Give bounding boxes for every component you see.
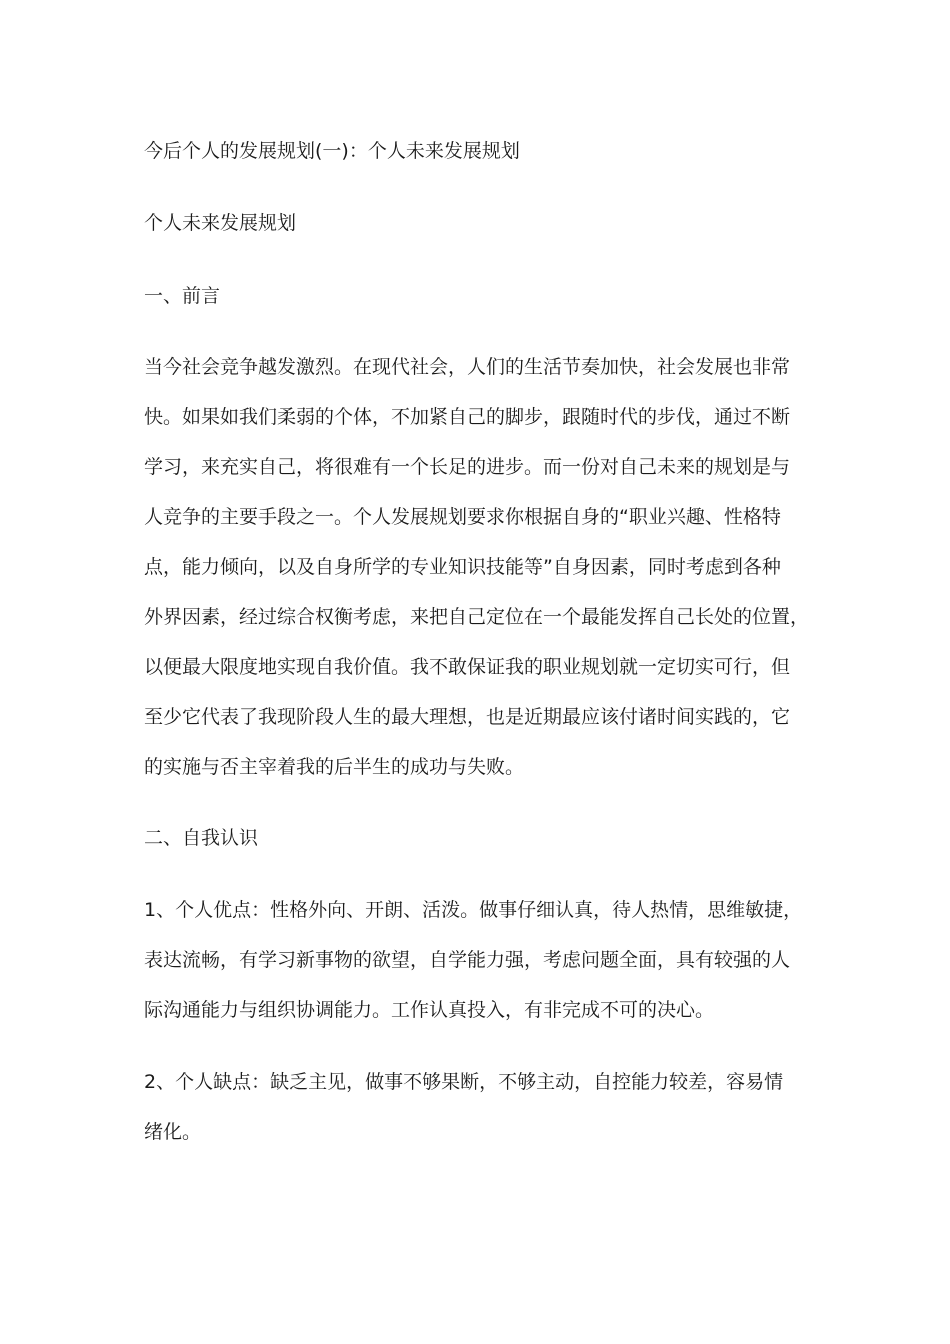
section-heading-self-awareness: 二、自我认识 <box>144 827 259 849</box>
paragraph-line: 快。如果如我们柔弱的个体，不加紧自己的脚步，跟随时代的步伐，通过不断 <box>144 406 791 428</box>
paragraph-line: 1、个人优点：性格外向、开朗、活泼。做事仔细认真，待人热情，思维敏捷， <box>144 899 803 921</box>
paragraph-line: 2、个人缺点：缺乏主见，做事不够果断，不够主动，自控能力较差，容易情 <box>144 1071 784 1093</box>
paragraph-line: 以便最大限度地实现自我价值。我不敢保证我的职业规划就一定切实可行，但 <box>144 656 791 678</box>
paragraph-line: 际沟通能力与组织协调能力。工作认真投入，有非完成不可的决心。 <box>144 999 715 1021</box>
section-heading-preface: 一、前言 <box>144 285 221 307</box>
paragraph-line: 人竞争的主要手段之一。个人发展规划要求你根据自身的“职业兴趣、性格特 <box>144 506 781 528</box>
paragraph-line: 表达流畅，有学习新事物的欲望，自学能力强，考虑问题全面，具有较强的人 <box>144 949 791 971</box>
paragraph-line: 学习，来充实自己，将很难有一个长足的进步。而一份对自己未来的规划是与 <box>144 456 791 478</box>
paragraph-line: 绪化。 <box>144 1121 202 1143</box>
paragraph-line: 当今社会竞争越发激烈。在现代社会，人们的生活节奏加快，社会发展也非常 <box>144 356 791 378</box>
paragraph-line: 点，能力倾向，以及自身所学的专业知识技能等”自身因素，同时考虑到各种 <box>144 556 781 578</box>
paragraph-line: 至少它代表了我现阶段人生的最大理想，也是近期最应该付诸时间实践的，它 <box>144 706 791 728</box>
paragraph-line: 的实施与否主宰着我的后半生的成功与失败。 <box>144 756 525 778</box>
paragraph-line: 外界因素，经过综合权衡考虑，来把自己定位在一个最能发挥自己长处的位置， <box>144 606 810 628</box>
document-subtitle: 个人未来发展规划 <box>144 212 297 234</box>
document-title: 今后个人的发展规划(一)：个人未来发展规划 <box>144 140 520 162</box>
